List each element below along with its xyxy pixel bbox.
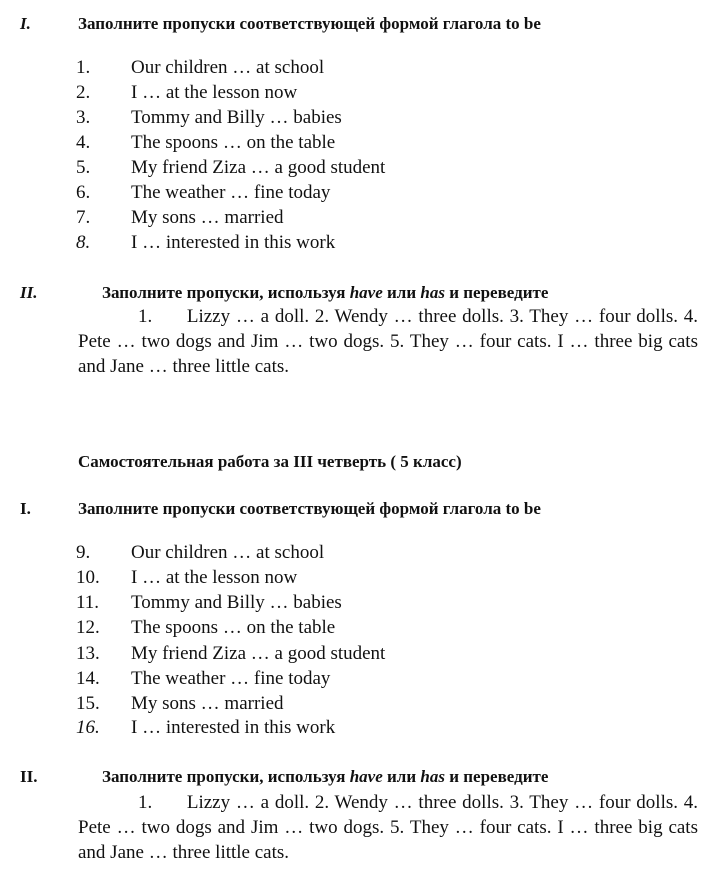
item-number: 11. bbox=[76, 592, 100, 613]
item-text: The spoons … on the table bbox=[131, 617, 336, 638]
list-item bbox=[0, 82, 708, 106]
item-number: 3. bbox=[76, 107, 91, 128]
item-text: The spoons … on the table bbox=[131, 132, 336, 153]
exercise-text: Lizzy … a doll. 2. Wendy … three dolls. 3. They … four dolls. 4. Pete … two dogs and Jim … two dogs. 5. They … four cats. I … three big cats and Jane … three little cats. bbox=[78, 306, 699, 377]
item-text: I … at the lesson now bbox=[131, 82, 298, 103]
item-number: 13. bbox=[76, 643, 100, 664]
item-number: 8. bbox=[76, 232, 91, 253]
item-number: 15. bbox=[76, 693, 100, 714]
section3-heading: Заполните пропуски соответствующей формой глагола to be bbox=[78, 499, 541, 518]
list-item bbox=[0, 157, 708, 181]
list-item bbox=[0, 107, 708, 131]
item-number: 4. bbox=[76, 132, 91, 153]
list-item bbox=[0, 717, 708, 741]
exercise-number: 1. bbox=[138, 792, 153, 813]
item-number: 12. bbox=[76, 617, 100, 638]
section2-heading: Заполните пропуски, используя have или has и переведите bbox=[102, 283, 549, 302]
item-number: 6. bbox=[76, 182, 91, 203]
list-item bbox=[0, 132, 708, 156]
item-text: I … interested in this work bbox=[131, 232, 336, 253]
list-item bbox=[0, 668, 708, 692]
section3-roman-numeral: I. bbox=[20, 499, 31, 518]
item-text: I … at the lesson now bbox=[131, 567, 298, 588]
item-text: My sons … married bbox=[131, 693, 284, 714]
section4-exercise-paragraph bbox=[78, 790, 698, 865]
item-text: The weather … fine today bbox=[131, 182, 331, 203]
section1-heading: Заполните пропуски соответствующей формой глагола to be bbox=[78, 14, 541, 33]
list-item bbox=[0, 542, 708, 566]
item-text: My sons … married bbox=[131, 207, 284, 228]
list-item bbox=[0, 693, 708, 717]
item-text: Tommy and Billy … babies bbox=[131, 107, 342, 128]
item-number: 7. bbox=[76, 207, 91, 228]
item-text: Our children … at school bbox=[131, 542, 325, 563]
list-item bbox=[0, 643, 708, 667]
list-item bbox=[0, 207, 708, 231]
item-number: 10. bbox=[76, 567, 100, 588]
list-item bbox=[0, 232, 708, 256]
item-text: Tommy and Billy … babies bbox=[131, 592, 342, 613]
item-text: Our children … at school bbox=[131, 57, 325, 78]
section2-roman-numeral: II. bbox=[20, 283, 38, 302]
list-item bbox=[0, 617, 708, 641]
list-item bbox=[0, 592, 708, 616]
list-item bbox=[0, 567, 708, 591]
item-text: My friend Ziza … a good student bbox=[131, 157, 386, 178]
exercise-number: 1. bbox=[138, 306, 153, 327]
item-text: My friend Ziza … a good student bbox=[131, 643, 386, 664]
item-number: 16. bbox=[76, 717, 100, 738]
list-item bbox=[0, 182, 708, 206]
section4-heading: Заполните пропуски, используя have или has и переведите bbox=[102, 767, 549, 786]
item-text: The weather … fine today bbox=[131, 668, 331, 689]
section4-roman-numeral: II. bbox=[20, 767, 38, 786]
section1-roman-numeral: I. bbox=[20, 14, 31, 33]
worksheet-title: Самостоятельная работа за III четверть ( 5 класс) bbox=[78, 452, 462, 471]
list-item bbox=[0, 57, 708, 81]
item-text: I … interested in this work bbox=[131, 717, 336, 738]
exercise-text: Lizzy … a doll. 2. Wendy … three dolls. 3. They … four dolls. 4. Pete … two dogs and Jim … two dogs. 5. They … four cats. I … three big cats and Jane … three little cats. bbox=[78, 792, 699, 863]
section2-exercise-paragraph bbox=[78, 304, 698, 379]
item-number: 2. bbox=[76, 82, 91, 103]
item-number: 1. bbox=[76, 57, 91, 78]
item-number: 5. bbox=[76, 157, 91, 178]
item-number: 9. bbox=[76, 542, 91, 563]
item-number: 14. bbox=[76, 668, 100, 689]
